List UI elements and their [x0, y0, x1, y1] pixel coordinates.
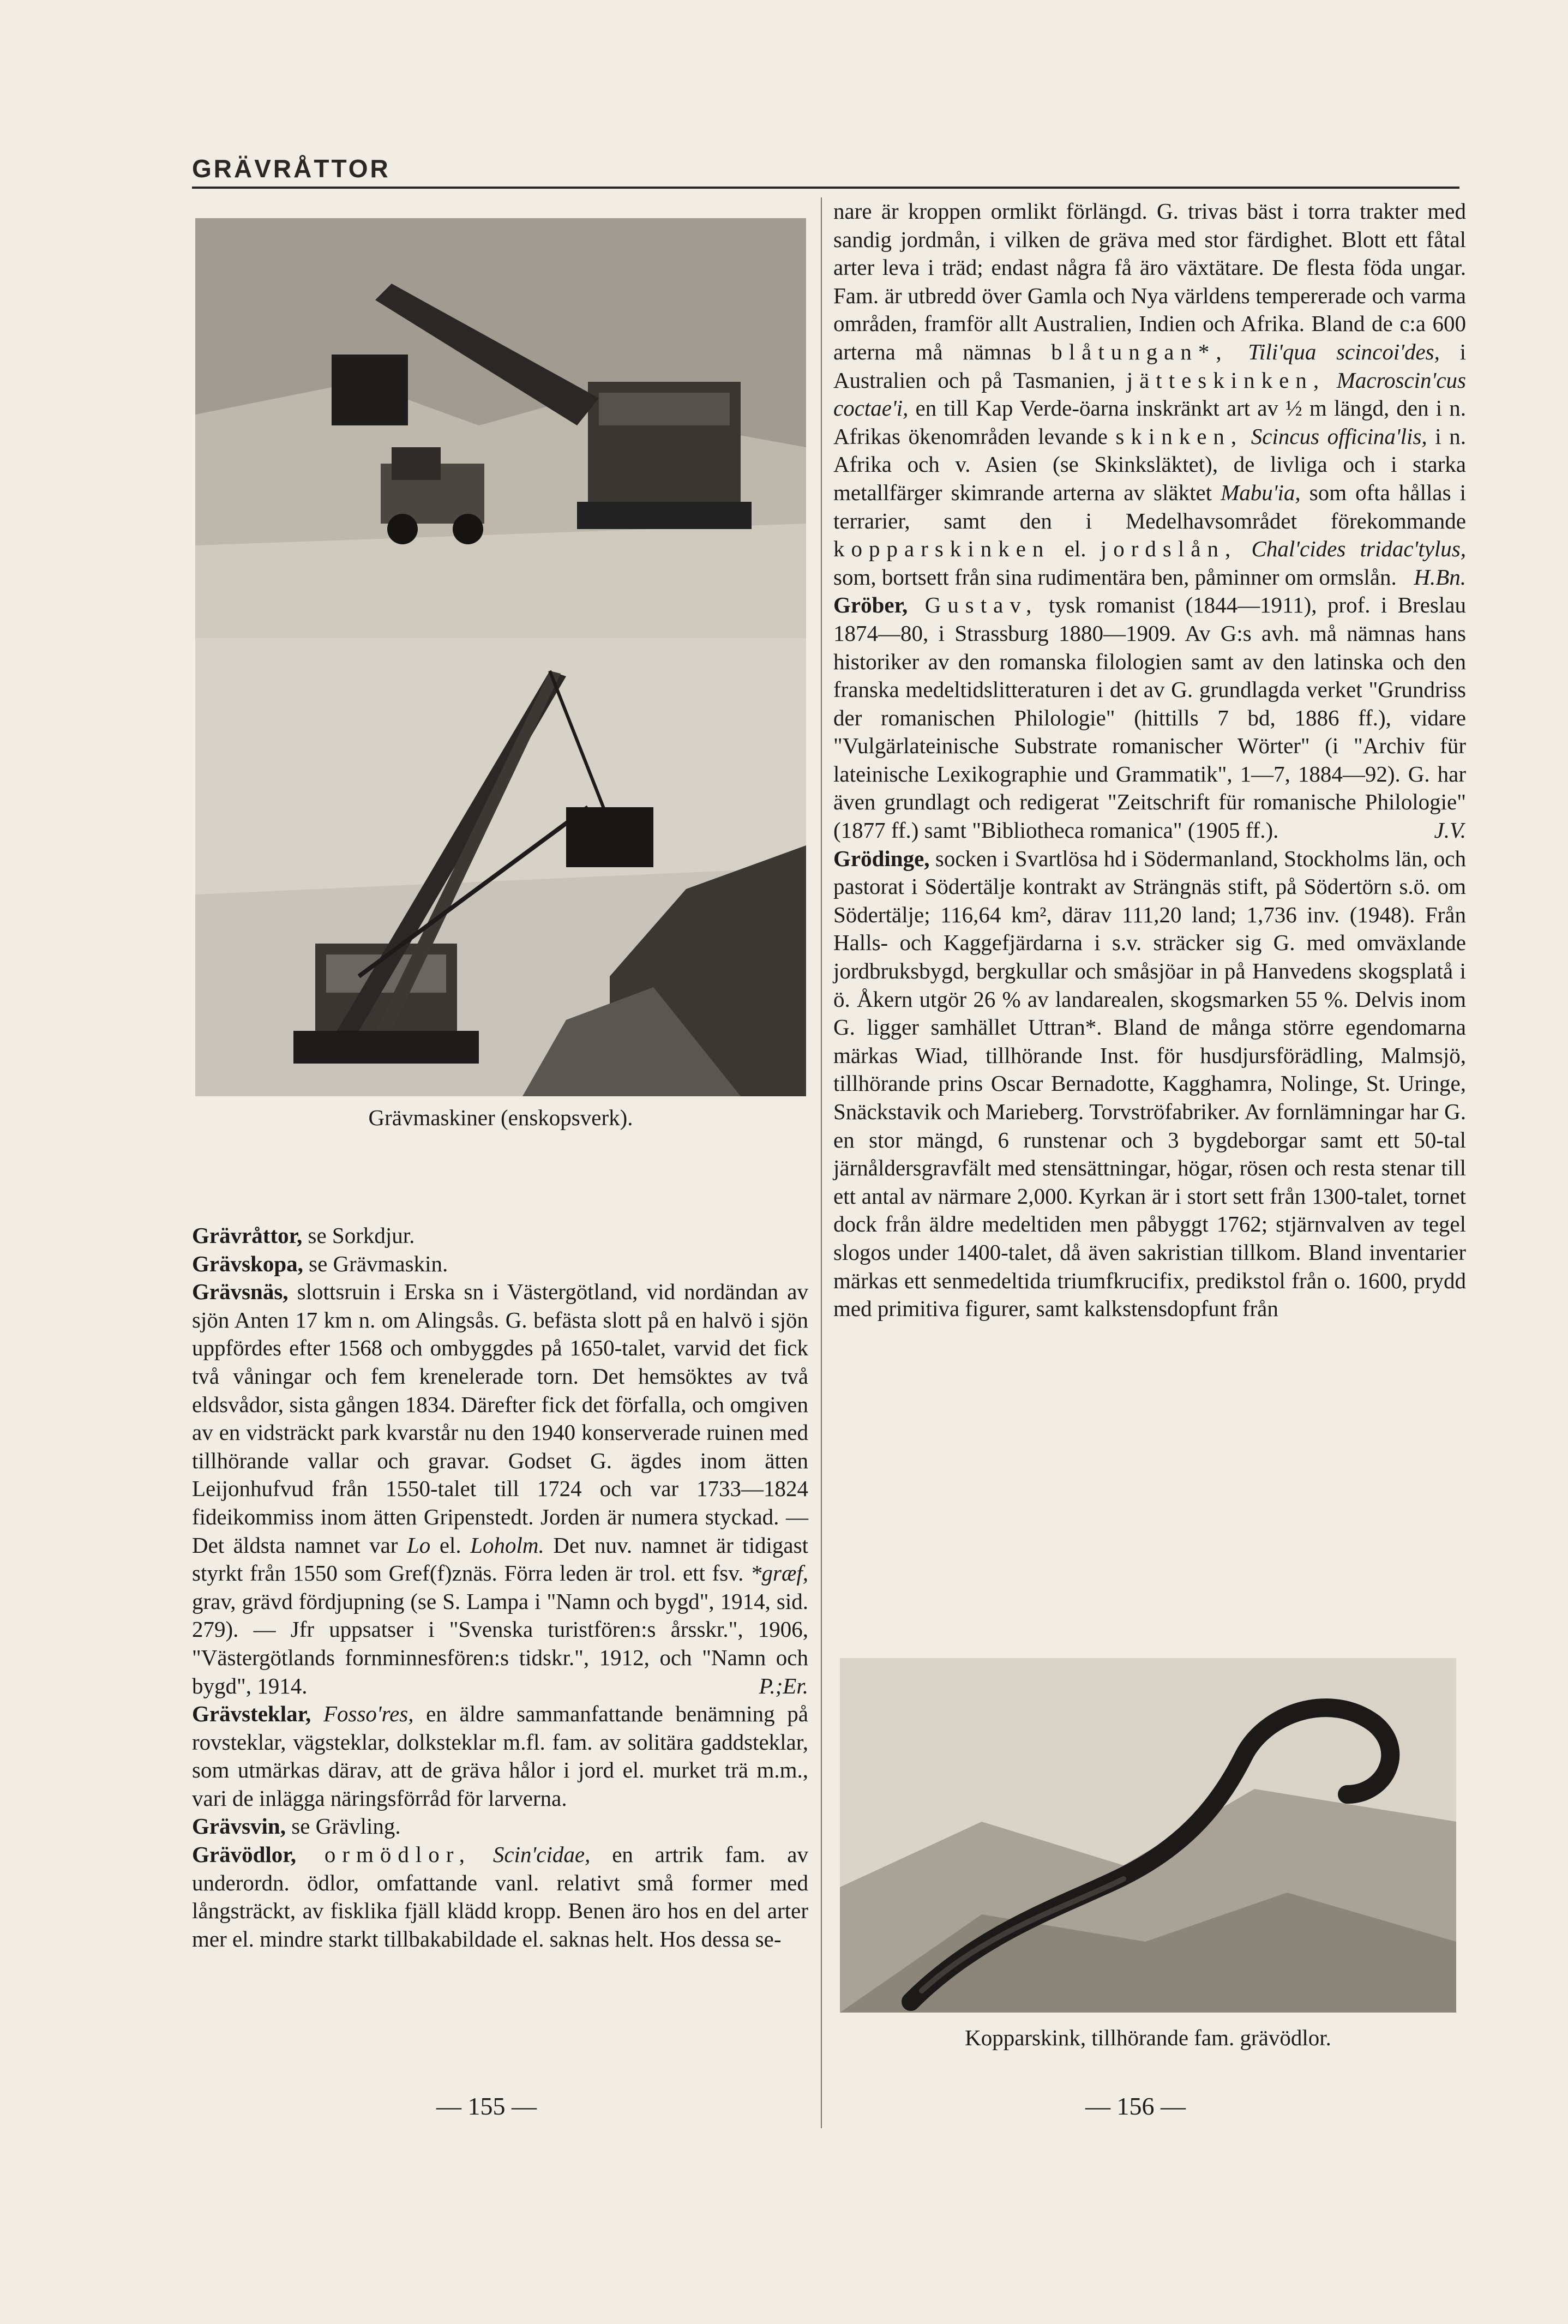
- running-header: [192, 148, 1459, 189]
- column-divider: [821, 197, 822, 2128]
- left-column: [192, 1222, 808, 1953]
- dragline-excavator-photo: [195, 638, 806, 1096]
- excavator-photo-top: [195, 218, 806, 638]
- entry-grober: Gröber, Gustav, tysk romanist (1844—1911), prof. i Breslau 1874—80, i Strassburg 1880—1909. Av G:s avh. må nämnas hans historiker av den romanska filologien samt av den latinska och den franska medeltidslitteraturen i det av G. grundlagda verket "Grundriss der romanischen Philologie" (hittills 7 bd, 1886 ff.), vidare "Vulgärlateinische Substrate romanischer Wörter" (i "Archiv für lateinische Lexikographie und Grammatik", 1—7, 1884—92). G. har även grundlagt och redigerat "Zeitschrift für romanische Philologie" (1877 ff.) samt "Bibliotheca romanica" (1905 ff.). J.V.: [833, 591, 1466, 844]
- entry-gravsvin: Grävsvin, se Grävling.: [192, 1813, 401, 1839]
- skink-photo: [840, 1658, 1456, 2013]
- entry-gravsteklar: Grävsteklar, Fosso'res, en äldre sammanfattande benämning på rovsteklar, vägsteklar, dolksteklar m.fl. fam. av solitära gaddsteklar, som utmärkas därav, att de gräva hålor i jord el. murket trä m.m., vari de inlägga näringsförråd för larverna.: [192, 1701, 808, 1811]
- signature: P.;Er.: [759, 1673, 808, 1698]
- copper-skink-photo: [840, 1658, 1456, 2013]
- entry-gravodlor: Grävödlor, ormödlor, Scin'cidae, en artrik fam. av underordn. ödlor, omfattande vanl. relativt små former med långsträckt, av fisklika fjäll klädd kropp. Benen äro hos en del arter mer el. mindre starkt tillbakabildade el. saknas helt. Hos dessa se-: [192, 1842, 808, 1951]
- entry-grodinge: Grödinge, socken i Svartlösa hd i Södermanland, Stockholms län, och pastorat i Södertälje kontrakt av Strängnäs stift, på Södertörn s.ö. om Södertälje; 116,64 km², därav 111,20 land; 1,736 inv. (1948). Från Halls- och Kaggefjärdarna i s.v. sträcker sig G. med omväxlande jordbruksbygd, bergkullar och småsjöar in på Hanvedens skogsplatå i ö. Åkern utgör 26 % av landarealen, skogsmarken 55 %. Delvis inom G. ligger samhället Uttran*. Bland de många större egendomarna märkas Wiad, tillhörande Inst. för husdjursförädling, Malmsjö, tillhörande prins Oscar Bernadotte, Kagghamra, Nolinge, St. Uringe, Snäckstavik och Marieberg. Torvströfabriker. Av fornlämningar har G. en stor mängd, 6 runstenar och 3 bygdeborgar samt ett 50-tal järnåldersgravfält med stensättningar, högar, rösen och resta stenar till ett antal av närmare 2,000. Kyrkan är i stort sett från 1300-talet, tornet dock från äldre medeltiden men påbyggt 1762; stjärnvalven av tegel slogos under 1400-talet, då även sakristian tillkom. Bland inventarier märkas ett senmedeltida triumfkrucifix, predikstol från o. 1600, prydd med primitiva figurer, samt kalkstensdopfunt från: [833, 845, 1466, 1322]
- signature: H.Bn.: [1414, 564, 1466, 590]
- skink-caption: Kopparskink, tillhörande fam. grävödlor.: [965, 2025, 1331, 2050]
- excavator-truck-photo: [195, 218, 806, 638]
- entry-gravodlor-continued: nare är kroppen ormlikt förlängd. G. trivas bäst i torra trakter med sandig jordmån, i vilken de gräva med stor färdighet. Blott ett fåtal arter leva i träd; endast några få äro växtätare. De flesta föda ungar. Fam. är utbredd över Gamla och Nya världens tempererade och varma områden, framför allt Australien, Indien och Afrika. Bland de c:a 600 arterna må nämnas blåtungan*, Tili'qua scincoi'des, i Australien och på Tasmanien, jätteskinken, Macroscin'cus coctae'i, en till Kap Verde-öarna inskränkt art av ½ m längd, den i n. Afrikas ökenområden levande skinken, Scincus officina'lis, i n. Afrika och v. Asien (se Skinksläktet), de livliga och i starka metallfärger skimrande arterna av släktet Mabu'ia, som ofta hållas i terrarier, samt den i Medelhavsområdet förekommande kopparskinken el. jordslån, Chal'cides tridac'tylus, som, bortsett från sina rudimentära ben, påminner om ormslån. H.Bn.: [833, 197, 1466, 591]
- excavators-caption: Grävmaskiner (enskopsverk).: [368, 1105, 633, 1130]
- page-number-left: — 155 —: [436, 2092, 537, 2120]
- page-number-right: — 156 —: [1085, 2092, 1186, 2120]
- right-column-top: [833, 197, 1466, 1323]
- signature: J.V.: [1434, 818, 1466, 843]
- entry-gravsnas: Grävsnäs, slottsruin i Erska sn i Västergötland, vid nordändan av sjön Anten 17 km n. om Alingsås. G. befästa slott på en halvö i sjön uppfördes efter 1568 och ombyggdes på 1650-talet, varvid det fick två våningar och fem krenelerade torn. Det hemsöktes av två eldsvådor, sista gången 1834. Därefter fick det förfalla, och omgiven av en vidsträckt park kvarstår nu den 1940 konserverade ruinen med tillhörande vallar och gravar. Godset G. ägdes inom ätten Leijonhufvud från 1550-talet till 1724 och var 1733—1824 fideikommiss inom ätten Gripenstedt. Jorden är numera styckad. — Det äldsta namnet var Lo el. Loholm. Det nuv. namnet är tidigast styrkt från 1550 som Gref(f)znäs. Förra leden är trol. ett fsv. *græf, grav, grävd fördjupning (se S. Lampa i "Namn och bygd", 1914, sid. 279). — Jfr uppsatser i "Svenska turistfören:s årsskr.", 1906, "Västergötlands fornminnesfören:s tidskr.", 1912, och "Namn och bygd", 1914. P.;Er.: [192, 1278, 808, 1700]
- entry-gravrattor: Grävråttor, se Sorkdjur.: [192, 1223, 415, 1248]
- entry-gravskopa: Grävskopa, se Grävmaskin.: [192, 1251, 448, 1276]
- header-title: GRÄVRÅTTOR: [192, 154, 391, 183]
- excavator-photo-bottom: [195, 638, 806, 1096]
